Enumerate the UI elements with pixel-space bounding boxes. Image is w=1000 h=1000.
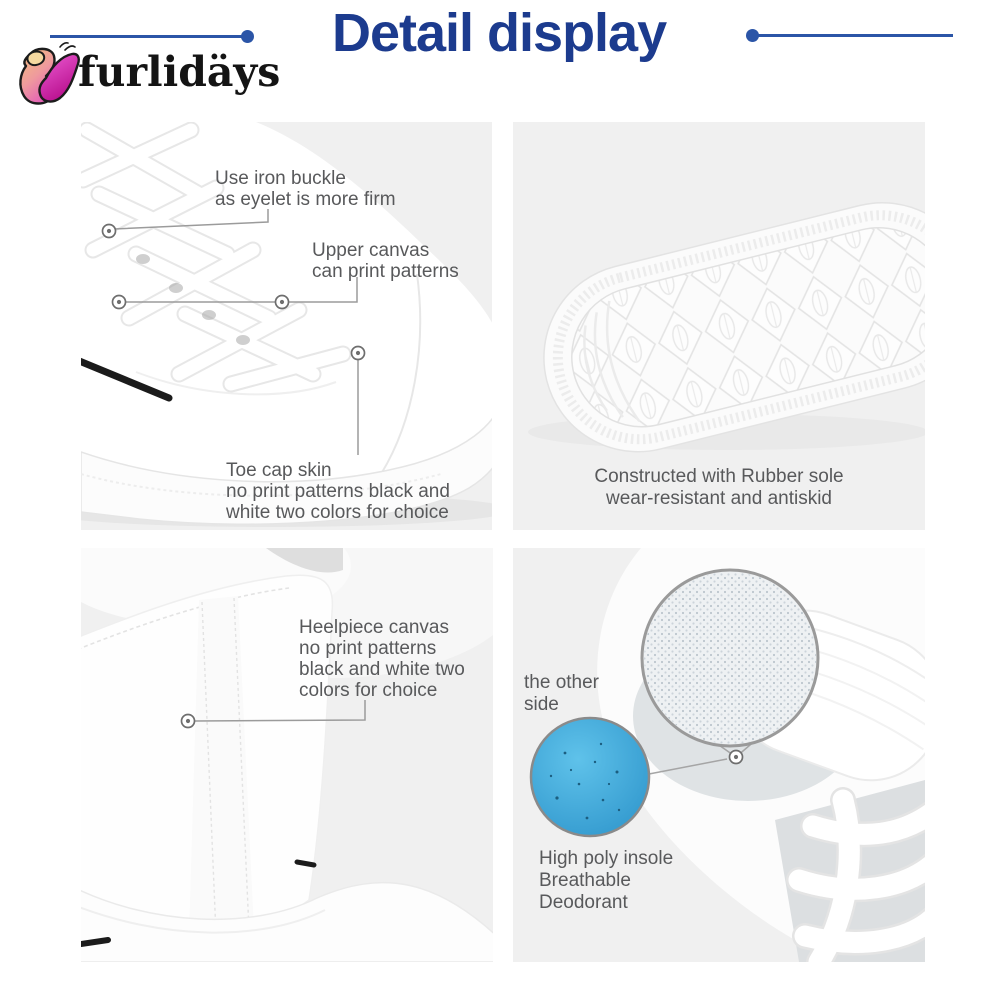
page-title: Detail display — [332, 3, 667, 63]
brand-name: furlidäys — [78, 48, 281, 96]
caption-line: wear-resistant and antiskid — [606, 488, 832, 509]
caption-line: Constructed with Rubber sole — [594, 466, 844, 487]
target-marker-icon — [113, 296, 126, 309]
caption-rubber-sole — [513, 466, 925, 510]
callout-line: can print patterns — [312, 261, 459, 282]
insole-underside-zoom-circle — [531, 718, 649, 836]
callout-line: colors for choice — [299, 680, 438, 701]
caption-line: Breathable — [539, 870, 631, 891]
panel-side-detail — [81, 122, 492, 530]
target-marker-icon — [352, 347, 365, 360]
target-marker-icon — [182, 715, 195, 728]
sole-black-mark — [81, 940, 108, 944]
callout-line: Upper canvas — [312, 240, 430, 261]
label-line: side — [524, 694, 559, 715]
callout-eyelet — [215, 168, 396, 210]
callout-line: Use iron buckle — [215, 168, 346, 189]
panel-insole-detail — [513, 548, 925, 962]
target-marker-icon — [730, 751, 743, 764]
callout-line: black and white two — [299, 659, 465, 680]
header-accent-line-right — [752, 34, 953, 37]
callout-line: no print patterns black and — [226, 481, 450, 502]
caption-insole — [539, 848, 673, 914]
panel-sole-detail — [513, 122, 925, 530]
callout-toe-cap — [226, 460, 450, 523]
label-other-side — [524, 672, 599, 716]
insole-top-zoom-circle — [642, 570, 818, 746]
caption-line: High poly insole — [539, 848, 674, 869]
heel-canvas-photo — [81, 548, 493, 962]
label-line: the other — [524, 672, 599, 693]
brand-logo — [16, 40, 286, 112]
callout-line: as eyelet is more firm — [215, 189, 396, 210]
callout-upper-canvas — [312, 240, 459, 282]
sole-black-mark — [297, 862, 314, 865]
laces — [799, 800, 925, 962]
callout-line: no print patterns — [299, 638, 437, 659]
callout-line: Toe cap skin — [226, 460, 332, 481]
target-marker-icon — [103, 225, 116, 238]
header-accent-line-left — [50, 35, 248, 38]
callout-line: white two colors for choice — [226, 502, 449, 523]
callout-line: Heelpiece canvas — [299, 617, 449, 638]
caption-line: Deodorant — [539, 892, 628, 913]
panel-heel-detail — [81, 548, 493, 962]
callout-heelpiece — [299, 617, 465, 701]
target-marker-icon — [276, 296, 289, 309]
